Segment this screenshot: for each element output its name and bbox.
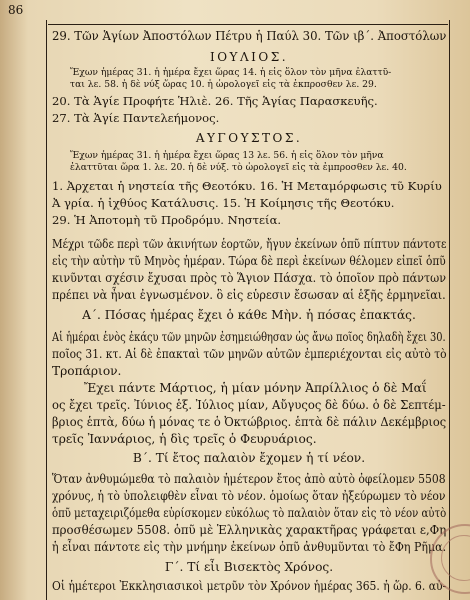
text-line: Ἀ γρία. ἡ ἰχθύος Κατάλυσις. 15. Ἡ Κοίμησις τῆς Θεοτόκυ. [52,196,395,210]
text-line: ἐλαττῦται ὥρα 1. λε. 20. ἡ δὲ νύξ. τὸ ὡρολογεῖ εἰς τὰ ἐμπροσθεν λε. 40. [70,162,407,173]
page-number: 86 [8,3,24,17]
text-line: 29. Ἡ Ἀποτομὴ τῦ Προδρόμυ. Νηστεία. [52,213,282,227]
right-margin-rule [449,20,450,600]
text-line: 29. Τῶν Ἁγίων Ἀποστόλων Πέτρυ ἡ Παύλ 30. Τῶν ιβ´. Ἀποστόλων [52,29,447,43]
text-line: ποῖος 31. κτ. Αἱ δὲ ἐπακταὶ τῶν μηνῶν αὐτῶν ἐμπεριέχονται εἰς αὐτὸ τὸ [52,347,447,361]
header-rule [48,24,448,25]
text-line: προσθέσωμεν 5508. ὁπῦ μὲ Ἑλληνικὰς χαρακτῆρας γράφεται ε,Φη [52,523,447,537]
text-line: βριος ἑπτὰ, δύω ἡ μόνας τε ὁ Ὀκτώβριος. ἑπτὰ δὲ πάλιν Δεκέμβριος [52,415,447,429]
text-line: 27. Τὰ Ἁγίε Παντελεήμονος. [52,111,220,125]
text-line: εἰς τὴν αὐτὴν τῦ Μηνὸς ἡμέραν. Τώρα δὲ περὶ ἐκείνων θέλομεν εἰπεῖ ὁπῦ [52,254,446,268]
section-heading-c: Γ´. Τί εἶι Βισεκτὸς Χρόνος. [164,560,334,574]
text-line: Μέχρι τῶδε περὶ τῶν ἀκινήτων ἑορτῶν, ἤγυν ἐκείνων ὁπῦ πίπτυν πάντοτε [52,237,447,251]
section-heading-b: Β´. Τί ἔτος παλαιὸν ἔχομεν ἡ τί νέον. [132,451,366,465]
text-line: χρόνυς, ἡ τὸ ὑπολειφθὲν εἶναι τὸ νέον. ὁμοίως ὅταν ἠξεύρωμεν τὸ νέον [52,489,446,503]
text-line: Τροπάριον. [52,364,122,378]
text-line: Ἔχει πάντε Μάρτιος, ἡ μίαν μόνην Ἀπρίλλιος ὁ δὲ Μαΐ [84,381,427,395]
text-line: τρεῖς Ἰαννάριος, ἡ δὶς τρεῖς ὁ Φευρυάριος. [52,432,317,446]
text-line: ος ἔχει τρεῖς. Ἰύνιος ἑξ. Ἰύλιος μίαν, Αὔγυςος δὲ δύω. ὁ δὲ Σεπτέμ- [52,398,446,412]
month-heading-augustos: ΑΥΓΟΥΣΤΟΣ. [195,131,303,145]
text-line: 20. Τὰ Ἁγίε Προφήτε Ἡλιὲ. 26. Τῆς Ἁγίας Παρασκευῆς. [52,94,378,108]
text-line: Ἔχων ἡμέρας 31. ἡ ἡμέρα ἔχει ὥρας 14. ἡ εἰς ὅλον τὸν μῆνα ἐλαττῦ- [70,67,392,78]
text-line: Αἱ ἡμέραι ἑνὸς ἑκάςυ τῶν μηνῶν ἐσημειώθησαν ὡς ἄνω ποῖος δηλαδὴ ἔχει 30. [52,330,446,344]
text-line: πρέπει νὰ ἦναι ἐγνωσμένον. ὃ εἰς εὑρεσιν ἔσωσαν αἱ ἑξῆς ἑρμηνεῖαι. [52,288,446,302]
text-line: ται λε. 58. ἡ δὲ νύξ ὥρας 10. ἡ ὡρολογεῖ εἰς τὰ ἐκπροσθεν λε. 29. [70,79,377,90]
text-line: κινῦνται σχέσιν ἔχυσαι πρὸς τὸ Ἅγιον Πάσχα. τὸ ὁποῖον πρὸ πάντων [52,271,446,285]
text-line: Οἱ ἡμέτεροι Ἐκκλησιασικοὶ μετρῦν τὸν Χρόνον ἡμέρας 365. ἡ ὥρ. 6. αὐ- [52,579,447,593]
left-margin-rule [46,20,47,600]
text-line: ὁπῦ μεταχειριζόμεθα εὑρίσκομεν εὐκόλως τὸ παλαιὸν ὅταν εἰς τὸ νέον αὐτὸ [52,506,447,520]
text-line: ἡ εἶναι πάντοτε εἰς τὴν μνήμην ἐκείνων ὁπῦ ἀνθυμῦνται τὸ ἔΦη Ρῆμα. [52,540,447,554]
section-heading-a: Α´. Πόσας ἡμέρας ἔχει ὁ κάθε Μὴν. ἡ πόσας ἐπακτάς. [82,308,416,322]
text-line: 1. Ἀρχεται ἡ νηστεία τῆς Θεοτόκυ. 16. Ἡ Μεταμόρφωσις τῦ Κυρίυ [52,179,442,193]
text-line: Ὅταν ἀνθυμώμεθα τὸ παλαιὸν ἡμέτερον ἔτος ἀπὸ αὐτὸ ὀφείλομεν 5508 [52,472,446,486]
month-heading-iulios: ΙΟΥΛΙΟΣ. [209,50,289,64]
text-line: Ἔχων ἡμέρας 31. ἡ ἡμέρα ἔχει ὥρας 13 λε. 56. ἡ εἰς ὅλον τὸν μῆνα [70,150,384,161]
